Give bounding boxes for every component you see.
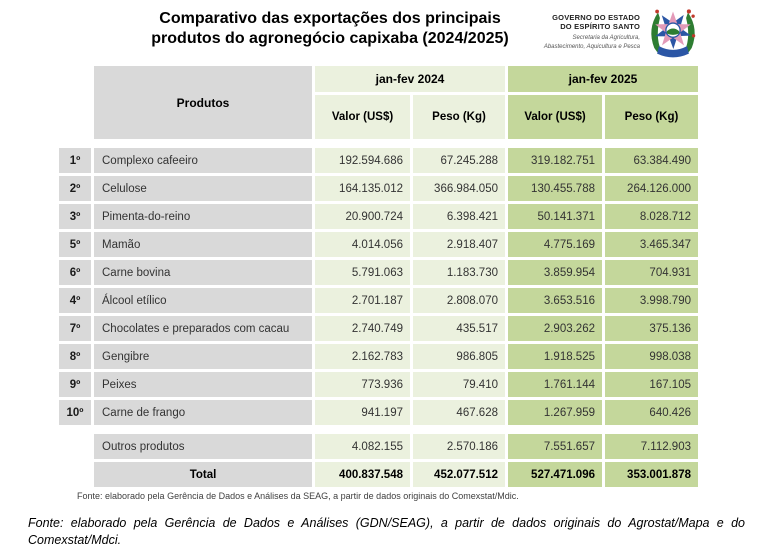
valor-2025-cell: 1.267.959 bbox=[508, 400, 602, 425]
rank-cell: 6º bbox=[59, 260, 91, 285]
page-title-line1: Comparativo das exportações dos principais bbox=[159, 10, 501, 27]
valor-2024-cell: 2.740.749 bbox=[315, 316, 410, 341]
table-row bbox=[59, 204, 698, 229]
column-header-valor-2025: Valor (US$) bbox=[508, 95, 602, 139]
secretaria-name-line1: Secretaria da Agricultura, bbox=[572, 35, 640, 41]
table-row bbox=[59, 232, 698, 257]
peso-2024-cell: 2.570.186 bbox=[413, 434, 505, 459]
product-cell: Gengibre bbox=[94, 344, 312, 369]
peso-2025-cell: 3.998.790 bbox=[605, 288, 698, 313]
valor-2024-cell: 2.701.187 bbox=[315, 288, 410, 313]
product-cell: Álcool etílico bbox=[94, 288, 312, 313]
valor-2025-cell: 3.859.954 bbox=[508, 260, 602, 285]
rank-cell: 8º bbox=[59, 344, 91, 369]
rank-cell: 2º bbox=[59, 176, 91, 201]
peso-2024-cell: 986.805 bbox=[413, 344, 505, 369]
product-cell: Pimenta-do-reino bbox=[94, 204, 312, 229]
table-row bbox=[59, 344, 698, 369]
rank-cell: 3º bbox=[59, 204, 91, 229]
valor-2025-cell: 50.141.371 bbox=[508, 204, 602, 229]
rank-header-blank bbox=[59, 66, 91, 139]
rank-cell-empty bbox=[59, 462, 91, 487]
page-source-note-line2: Comexstat/Mdci. bbox=[28, 532, 122, 547]
valor-2024-cell: 4.082.155 bbox=[315, 434, 410, 459]
rank-cell: 10º bbox=[59, 400, 91, 425]
page-source-note-line1: Fonte: elaborado pela Gerência de Dados e Análises (GDN/SEAG), a partir de dados originais do Agrostat/Mapa e do bbox=[28, 516, 745, 530]
page-title-line2: produtos do agronegócio capixaba (2024/2025) bbox=[151, 30, 509, 47]
summary-rows bbox=[59, 428, 698, 487]
outros-produtos-row bbox=[59, 434, 698, 459]
product-rows bbox=[59, 148, 698, 425]
product-cell: Mamão bbox=[94, 232, 312, 257]
peso-2024-cell: 467.628 bbox=[413, 400, 505, 425]
column-header-peso-2024: Peso (Kg) bbox=[413, 95, 505, 139]
total-valor-2025-cell: 527.471.096 bbox=[508, 462, 602, 487]
rank-cell: 7º bbox=[59, 316, 91, 341]
table-row bbox=[59, 288, 698, 313]
valor-2024-cell: 941.197 bbox=[315, 400, 410, 425]
table-row bbox=[59, 400, 698, 425]
page-source-note bbox=[28, 515, 745, 548]
product-cell: Peixes bbox=[94, 372, 312, 397]
peso-2025-cell: 7.112.903 bbox=[605, 434, 698, 459]
peso-2025-cell: 264.126.000 bbox=[605, 176, 698, 201]
product-cell: Outros produtos bbox=[94, 434, 312, 459]
total-label-cell: Total bbox=[94, 462, 312, 487]
rank-cell: 5º bbox=[59, 232, 91, 257]
valor-2024-cell: 5.791.063 bbox=[315, 260, 410, 285]
product-cell: Carne bovina bbox=[94, 260, 312, 285]
peso-2025-cell: 375.136 bbox=[605, 316, 698, 341]
peso-2024-cell: 79.410 bbox=[413, 372, 505, 397]
valor-2025-cell: 319.182.751 bbox=[508, 148, 602, 173]
valor-2024-cell: 2.162.783 bbox=[315, 344, 410, 369]
peso-2025-cell: 3.465.347 bbox=[605, 232, 698, 257]
valor-2024-cell: 20.900.724 bbox=[315, 204, 410, 229]
peso-2024-cell: 366.984.050 bbox=[413, 176, 505, 201]
peso-2024-cell: 435.517 bbox=[413, 316, 505, 341]
valor-2025-cell: 3.653.516 bbox=[508, 288, 602, 313]
product-cell: Celulose bbox=[94, 176, 312, 201]
table-row bbox=[59, 316, 698, 341]
table-row bbox=[59, 176, 698, 201]
total-row bbox=[59, 462, 698, 487]
peso-2025-cell: 640.426 bbox=[605, 400, 698, 425]
rank-cell: 4º bbox=[59, 288, 91, 313]
product-cell: Complexo cafeeiro bbox=[94, 148, 312, 173]
table-source-note: Fonte: elaborado pela Gerência de Dados e Análises da SEAG, a partir de dados originais do Comexstat/Mdic. bbox=[77, 491, 519, 501]
column-group-2024: jan-fev 2024 bbox=[315, 66, 505, 92]
total-valor-2024-cell: 400.837.548 bbox=[315, 462, 410, 487]
valor-2025-cell: 1.761.144 bbox=[508, 372, 602, 397]
table-row bbox=[59, 372, 698, 397]
product-cell: Carne de frango bbox=[94, 400, 312, 425]
peso-2024-cell: 6.398.421 bbox=[413, 204, 505, 229]
peso-2025-cell: 998.038 bbox=[605, 344, 698, 369]
peso-2024-cell: 1.183.730 bbox=[413, 260, 505, 285]
peso-2024-cell: 2.918.407 bbox=[413, 232, 505, 257]
rank-cell: 9º bbox=[59, 372, 91, 397]
valor-2024-cell: 4.014.056 bbox=[315, 232, 410, 257]
spacer-row bbox=[59, 428, 698, 431]
valor-2025-cell: 4.775.169 bbox=[508, 232, 602, 257]
product-cell: Chocolates e preparados com cacau bbox=[94, 316, 312, 341]
peso-2025-cell: 704.931 bbox=[605, 260, 698, 285]
column-header-valor-2024: Valor (US$) bbox=[315, 95, 410, 139]
total-peso-2025-cell: 353.001.878 bbox=[605, 462, 698, 487]
secretaria-name-line2: Abastecimento, Aquicultura e Pesca bbox=[543, 43, 640, 50]
state-logo-text bbox=[520, 13, 640, 51]
valor-2025-cell: 130.455.788 bbox=[508, 176, 602, 201]
valor-2025-cell: 7.551.657 bbox=[508, 434, 602, 459]
valor-2024-cell: 773.936 bbox=[315, 372, 410, 397]
column-header-peso-2025: Peso (Kg) bbox=[605, 95, 698, 139]
table-header bbox=[59, 66, 698, 145]
valor-2025-cell: 2.903.262 bbox=[508, 316, 602, 341]
valor-2025-cell: 1.918.525 bbox=[508, 344, 602, 369]
rank-cell: 1º bbox=[59, 148, 91, 173]
peso-2025-cell: 63.384.490 bbox=[605, 148, 698, 173]
government-name-line1: GOVERNO DO ESTADO bbox=[552, 13, 640, 22]
peso-2024-cell: 67.245.288 bbox=[413, 148, 505, 173]
peso-2025-cell: 167.105 bbox=[605, 372, 698, 397]
peso-2024-cell: 2.808.070 bbox=[413, 288, 505, 313]
column-group-2025: jan-fev 2025 bbox=[508, 66, 698, 92]
government-name-line2: DO ESPÍRITO SANTO bbox=[560, 22, 640, 31]
peso-2025-cell: 8.028.712 bbox=[605, 204, 698, 229]
valor-2024-cell: 192.594.686 bbox=[315, 148, 410, 173]
exports-table bbox=[56, 63, 701, 490]
column-header-produtos: Produtos bbox=[94, 66, 312, 139]
table-row bbox=[59, 148, 698, 173]
espirito-santo-coat-of-arms-icon bbox=[644, 4, 702, 62]
spacer-row bbox=[59, 142, 698, 145]
total-peso-2024-cell: 452.077.512 bbox=[413, 462, 505, 487]
valor-2024-cell: 164.135.012 bbox=[315, 176, 410, 201]
rank-cell-empty bbox=[59, 434, 91, 459]
table-row bbox=[59, 260, 698, 285]
